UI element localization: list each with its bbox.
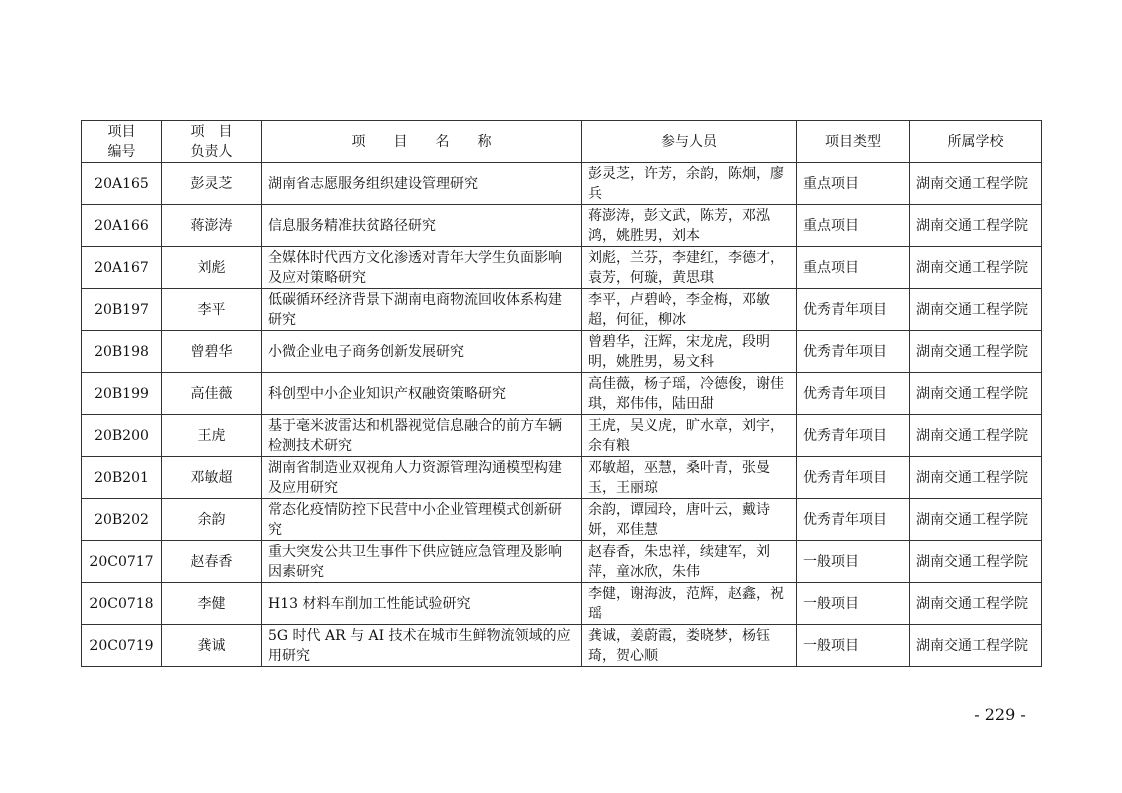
cell-name: 信息服务精准扶贫路径研究 bbox=[262, 205, 582, 247]
cell-school: 湖南交通工程学院 bbox=[910, 499, 1042, 541]
cell-school: 湖南交通工程学院 bbox=[910, 205, 1042, 247]
cell-type: 优秀青年项目 bbox=[797, 289, 910, 331]
table-row bbox=[82, 625, 1042, 667]
header-type bbox=[797, 121, 910, 163]
table-row bbox=[82, 247, 1042, 289]
table-row bbox=[82, 499, 1042, 541]
cell-type: 一般项目 bbox=[797, 541, 910, 583]
cell-members: 高佳薇，杨子瑶，冷德俊，谢佳琪，郑伟伟，陆田甜 bbox=[582, 373, 797, 415]
cell-leader: 王虎 bbox=[162, 415, 262, 457]
page-number: - 229 - bbox=[974, 705, 1026, 724]
cell-name: 低碳循环经济背景下湖南电商物流回收体系构建研究 bbox=[262, 289, 582, 331]
cell-leader: 彭灵芝 bbox=[162, 163, 262, 205]
table-header-row bbox=[82, 121, 1042, 163]
cell-code: 20B200 bbox=[82, 415, 162, 457]
cell-members: 曾碧华，汪辉，宋龙虎，段明明，姚胜男，易文科 bbox=[582, 331, 797, 373]
table-row bbox=[82, 331, 1042, 373]
cell-leader: 龚诚 bbox=[162, 625, 262, 667]
projects-table bbox=[81, 120, 1042, 667]
cell-type: 重点项目 bbox=[797, 163, 910, 205]
table-row bbox=[82, 163, 1042, 205]
cell-members: 彭灵芝，许芳，余韵，陈炯，廖兵 bbox=[582, 163, 797, 205]
header-code-line1: 项目 bbox=[107, 123, 136, 140]
cell-leader: 高佳薇 bbox=[162, 373, 262, 415]
header-school bbox=[910, 121, 1042, 163]
cell-code: 20B197 bbox=[82, 289, 162, 331]
cell-school: 湖南交通工程学院 bbox=[910, 457, 1042, 499]
cell-school: 湖南交通工程学院 bbox=[910, 415, 1042, 457]
cell-leader: 邓敏超 bbox=[162, 457, 262, 499]
header-members bbox=[582, 121, 797, 163]
header-school-text: 所属学校 bbox=[947, 133, 1004, 150]
cell-type: 优秀青年项目 bbox=[797, 331, 910, 373]
header-name bbox=[262, 121, 582, 163]
cell-school: 湖南交通工程学院 bbox=[910, 541, 1042, 583]
cell-code: 20B202 bbox=[82, 499, 162, 541]
cell-school: 湖南交通工程学院 bbox=[910, 331, 1042, 373]
cell-school: 湖南交通工程学院 bbox=[910, 373, 1042, 415]
table-row bbox=[82, 583, 1042, 625]
table-row bbox=[82, 205, 1042, 247]
table-row bbox=[82, 289, 1042, 331]
cell-code: 20A167 bbox=[82, 247, 162, 289]
cell-code: 20B199 bbox=[82, 373, 162, 415]
table-row bbox=[82, 415, 1042, 457]
cell-name: 湖南省志愿服务组织建设管理研究 bbox=[262, 163, 582, 205]
cell-name: 全媒体时代西方文化渗透对青年大学生负面影响及应对策略研究 bbox=[262, 247, 582, 289]
cell-code: 20C0719 bbox=[82, 625, 162, 667]
cell-leader: 曾碧华 bbox=[162, 331, 262, 373]
cell-name: 5G 时代 AR 与 AI 技术在城市生鲜物流领域的应用研究 bbox=[262, 625, 582, 667]
cell-leader: 赵春香 bbox=[162, 541, 262, 583]
cell-type: 优秀青年项目 bbox=[797, 499, 910, 541]
cell-school: 湖南交通工程学院 bbox=[910, 247, 1042, 289]
cell-leader: 余韵 bbox=[162, 499, 262, 541]
cell-name: 基于毫米波雷达和机器视觉信息融合的前方车辆检测技术研究 bbox=[262, 415, 582, 457]
table-row bbox=[82, 457, 1042, 499]
cell-code: 20A166 bbox=[82, 205, 162, 247]
cell-members: 龚诚，姜蔚霞，娄晓梦，杨钰琦，贺心顺 bbox=[582, 625, 797, 667]
cell-type: 一般项目 bbox=[797, 583, 910, 625]
cell-type: 重点项目 bbox=[797, 247, 910, 289]
header-name-text: 项 目 名 称 bbox=[351, 133, 492, 150]
cell-code: 20B201 bbox=[82, 457, 162, 499]
cell-members: 李平，卢碧岭，李金梅，邓敏超，何征，柳冰 bbox=[582, 289, 797, 331]
header-code bbox=[82, 121, 162, 163]
cell-members: 王虎，吴义虎，旷水章，刘宇，余有粮 bbox=[582, 415, 797, 457]
cell-school: 湖南交通工程学院 bbox=[910, 289, 1042, 331]
header-code-line2: 编号 bbox=[107, 143, 136, 160]
cell-school: 湖南交通工程学院 bbox=[910, 163, 1042, 205]
table-row bbox=[82, 373, 1042, 415]
cell-members: 邓敏超，巫慧，桑叶青，张曼玉，王丽琼 bbox=[582, 457, 797, 499]
header-leader-line1: 项 目 bbox=[190, 123, 233, 140]
cell-name: 小微企业电子商务创新发展研究 bbox=[262, 331, 582, 373]
cell-members: 刘彪，兰芬，李建红，李德才，袁芳，何璇，黄思琪 bbox=[582, 247, 797, 289]
cell-school: 湖南交通工程学院 bbox=[910, 625, 1042, 667]
cell-members: 蒋澎涛，彭文武，陈芳，邓泓鸿，姚胜男，刘本 bbox=[582, 205, 797, 247]
cell-name: 重大突发公共卫生事件下供应链应急管理及影响因素研究 bbox=[262, 541, 582, 583]
cell-leader: 李平 bbox=[162, 289, 262, 331]
cell-type: 优秀青年项目 bbox=[797, 373, 910, 415]
cell-code: 20C0717 bbox=[82, 541, 162, 583]
header-members-text: 参与人员 bbox=[661, 133, 717, 150]
header-type-text: 项目类型 bbox=[825, 133, 881, 150]
cell-leader: 刘彪 bbox=[162, 247, 262, 289]
cell-code: 20B198 bbox=[82, 331, 162, 373]
cell-type: 重点项目 bbox=[797, 205, 910, 247]
cell-type: 一般项目 bbox=[797, 625, 910, 667]
cell-code: 20A165 bbox=[82, 163, 162, 205]
cell-members: 赵春香，朱忠祥，续建军，刘萍，童冰欣，朱伟 bbox=[582, 541, 797, 583]
header-leader bbox=[162, 121, 262, 163]
cell-name: H13 材料车削加工性能试验研究 bbox=[262, 583, 582, 625]
cell-school: 湖南交通工程学院 bbox=[910, 583, 1042, 625]
cell-members: 余韵，谭园玲，唐叶云，戴诗妍，邓佳慧 bbox=[582, 499, 797, 541]
cell-name: 常态化疫情防控下民营中小企业管理模式创新研究 bbox=[262, 499, 582, 541]
cell-members: 李健，谢海波，范辉，赵鑫，祝瑶 bbox=[582, 583, 797, 625]
cell-code: 20C0718 bbox=[82, 583, 162, 625]
header-leader-line2: 负责人 bbox=[190, 143, 233, 160]
cell-type: 优秀青年项目 bbox=[797, 457, 910, 499]
cell-name: 科创型中小企业知识产权融资策略研究 bbox=[262, 373, 582, 415]
cell-name: 湖南省制造业双视角人力资源管理沟通模型构建及应用研究 bbox=[262, 457, 582, 499]
cell-leader: 李健 bbox=[162, 583, 262, 625]
table-row bbox=[82, 541, 1042, 583]
cell-leader: 蒋澎涛 bbox=[162, 205, 262, 247]
cell-type: 优秀青年项目 bbox=[797, 415, 910, 457]
